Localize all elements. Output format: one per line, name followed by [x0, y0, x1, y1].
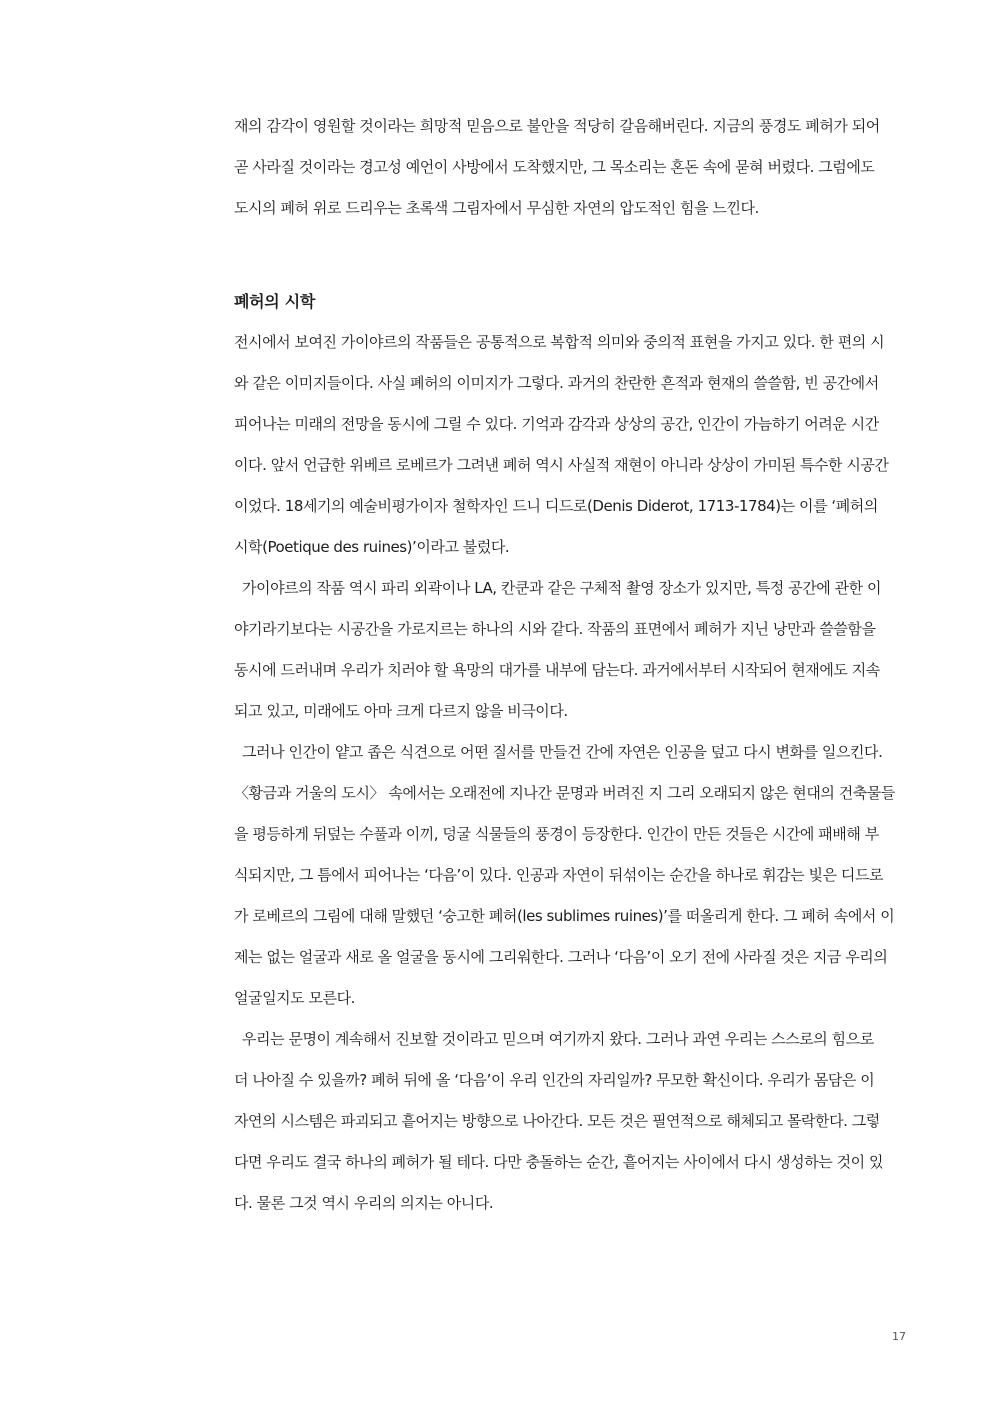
text-line: 피어나는 미래의 전망을 동시에 그릴 수 있다. 기억과 감각과 상상의 공간, 인간이 가늠하기 어려운 시간	[234, 415, 879, 433]
text-line: 동시에 드러내며 우리가 치러야 할 욕망의 대가를 내부에 담는다. 과거에서부터 시작되어 현재에도 지속	[234, 661, 880, 679]
page-number: 17	[892, 1330, 906, 1343]
text-line: 〈황금과 거울의 도시〉 속에서는 오래전에 지나간 문명과 버려진 지 그리 오래되지 않은 현대의 건축물들	[234, 784, 895, 802]
text-line: 도시의 폐허 위로 드리우는 초록색 그림자에서 무심한 자연의 압도적인 힘을 느낀다.	[234, 199, 759, 217]
text-line: 와 같은 이미지들이다. 사실 폐허의 이미지가 그렇다. 과거의 찬란한 흔적과 현재의 쓸쓸함, 빈 공간에서	[234, 374, 879, 392]
text-line: 식되지만, 그 틈에서 피어나는 ‘다음’이 있다. 인공과 자연이 뒤섞이는 순간을 하나로 휘감는 빛은 디드로	[234, 866, 884, 884]
paragraph-2	[234, 568, 906, 732]
text-line: 이었다. 18세기의 예술비평가이자 철학자인 드니 디드로(Denis Diderot, 1713-1784)는 이를 ‘폐허의	[234, 497, 878, 515]
text-column	[234, 106, 906, 1224]
paragraph-1	[234, 322, 906, 568]
section-heading: 폐허의 시학	[234, 292, 316, 311]
section-spacer	[234, 229, 906, 281]
text-line: 자연의 시스템은 파괴되고 흩어지는 방향으로 나아간다. 모든 것은 필연적으로 해체되고 몰락한다. 그렇	[234, 1112, 880, 1130]
text-line: 제는 없는 얼굴과 새로 올 얼굴을 동시에 그리워한다. 그러나 ‘다음’이 오기 전에 사라질 것은 지금 우리의	[234, 948, 888, 966]
text-line: 다. 물론 그것 역시 우리의 의지는 아니다.	[234, 1194, 494, 1212]
text-line: 얼굴일지도 모른다.	[234, 989, 355, 1007]
text-line: 야기라기보다는 시공간을 가로지르는 하나의 시와 같다. 작품의 표면에서 폐허가 지닌 낭만과 쓸쓸함을	[234, 620, 876, 638]
text-line: 다면 우리도 결국 하나의 폐허가 될 테다. 다만 충돌하는 순간, 흩어지는 사이에서 다시 생성하는 것이 있	[234, 1153, 884, 1171]
text-line: 이다. 앞서 언급한 위베르 로베르가 그려낸 폐허 역시 사실적 재현이 아니라 상상이 가미된 특수한 시공간	[234, 456, 889, 474]
text-line: 더 나아질 수 있을까? 폐허 뒤에 올 ‘다음’이 우리 인간의 자리일까? 무모한 확신이다. 우리가 몸담은 이	[234, 1071, 875, 1089]
text-line: 시학(Poetique des ruines)’이라고 불렀다.	[234, 538, 510, 556]
paragraph-3	[234, 732, 906, 1019]
intro-paragraph	[234, 106, 906, 229]
text-line: 을 평등하게 뒤덮는 수풀과 이끼, 덩굴 식물들의 풍경이 등장한다. 인간이 만든 것들은 시간에 패배해 부	[234, 825, 879, 843]
text-line: 그러나 인간이 얕고 좁은 식견으로 어떤 질서를 만들건 간에 자연은 인공을 덮고 다시 변화를 일으킨다.	[242, 743, 883, 761]
text-line: 가 로베르의 그림에 대해 말했던 ‘숭고한 폐허(les sublimes ruines)’를 떠올리게 한다. 그 폐허 속에서 이	[234, 907, 895, 925]
text-line: 재의 감각이 영원할 것이라는 희망적 믿음으로 불안을 적당히 갈음해버린다. 지금의 풍경도 폐허가 되어	[234, 117, 880, 135]
text-line: 우리는 문명이 계속해서 진보할 것이라고 믿으며 여기까지 왔다. 그러나 과연 우리는 스스로의 힘으로	[242, 1030, 874, 1048]
text-line: 전시에서 보여진 가이야르의 작품들은 공통적으로 복합적 의미와 중의적 표현을 가지고 있다. 한 편의 시	[234, 333, 885, 351]
text-line: 되고 있고, 미래에도 아마 크게 다르지 않을 비극이다.	[234, 702, 568, 720]
text-line: 가이야르의 작품 역시 파리 외곽이나 LA, 칸쿤과 같은 구체적 촬영 장소가 있지만, 특정 공간에 관한 이	[242, 579, 882, 597]
paragraph-4	[234, 1019, 906, 1224]
text-line: 곧 사라질 것이라는 경고성 예언이 사방에서 도착했지만, 그 목소리는 혼돈 속에 묻혀 버렸다. 그럼에도	[234, 158, 875, 176]
